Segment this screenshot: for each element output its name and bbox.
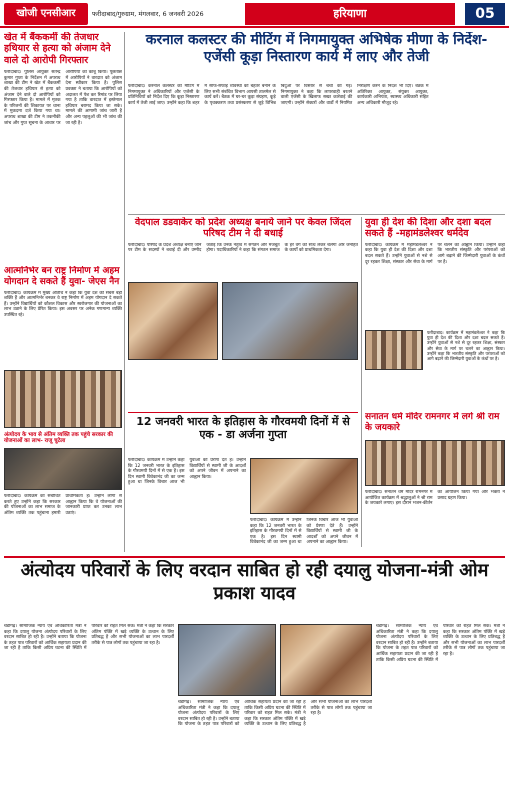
- story-vedpal-body: फरीदाबाद। परिषद के प्रदेश अध्यक्ष बनाए जाने पर टीम के सदस्यों ने बधाई दी और उम्मीद जताई कि उनके नेतृत्व में संगठन और मजबूत होगा। पदाधिकारियों ने कहा कि संगठन समाज के हर वर्ग को साथ लेकर चलेगा और जनहित के कार्यों को प्राथमिकता देगा।: [128, 242, 358, 254]
- yuva-photo-caption: फरीदाबाद। कार्यक्रम में महामंडलेश्वर ने कहा कि युवा ही देश की दिशा और दशा बदल सकते हैं। उन्होंने युवाओं से नशे से दूर रहकर शिक्षा, संस्कार और सेवा के मार्ग पर चलने का आह्वान किया। उन्होंने कहा कि भारतीय संस्कृति और परंपराओं को आगे बढ़ाने की जिम्मेदारी युवाओं के कंधों पर है।: [427, 330, 505, 362]
- story-bottom-body: चंडीगढ़। सामाजिक न्याय एवं अधिकारिता मंत्री ने कहा कि दयालु योजना अंत्योदय परिवारों के लिए वरदान साबित हो रही है। उन्होंने बताया कि योजना के तहत पात्र परिवारों को आर्थिक सहायता प्रदान की जा रही है ताकि किसी अप्रिय घटना की स्थिति में परिवार को राहत मिल सके। मंत्री ने कहा कि सरकार अंतिम पंक्ति में खड़े व्यक्ति के उत्थान के लिए प्रतिबद्ध है और सभी योजनाओं का लाभ पारदर्शी तरीके से पात्र लोगों तक पहुंचाया जा रहा है।: [4, 624, 174, 652]
- story-jan-body-cont: फरीदाबाद। कार्यक्रम में उन्होंने कहा कि 12 जनवरी भारत के इतिहास के गौरवमयी दिनों में से एक है। इस दिन स्वामी विवेकानंद जी का जन्म हुआ था जिनके विचार आज भी युवाओं को प्रेरणा देते हैं। उन्होंने विद्यार्थियों से स्वामी जी के आदर्शों को अपने जीवन में अपनाने का आह्वान किया।: [250, 518, 358, 546]
- story-main-headline: करनाल कलस्टर की मीटिंग में निगमायुक्त अभिषेक मीणा के निर्देश- एजेंसी कूड़ा निस्तारण कार्य में लाए और तेजी: [145, 32, 488, 65]
- story-left-top-headline: खेत में बैंककर्मी की तेजधार हथियार से हत्या को अंजाम देने वाले दो आरोपी गिरफ्तार: [4, 32, 111, 66]
- story-jan-body: फरीदाबाद। कार्यक्रम में उन्होंने कहा कि 12 जनवरी भारत के इतिहास के गौरवमयी दिनों में से एक है। इस दिन स्वामी विवेकानंद जी का जन्म हुआ था जिनके विचार आज भी युवाओं को प्रेरणा देते हैं। उन्होंने विद्यार्थियों से स्वामी जी के आदर्शों को अपने जीवन में अपनाने का आह्वान किया।: [128, 458, 246, 486]
- story-left-mid-body: फरीदाबाद। कार्यक्रम में मुख्य अतिथि ने कहा कि युवा देश की सबसे बड़ी शक्ति हैं और आत्मनिर्भर बनकर वे राष्ट्र निर्माण में अहम योगदान दे सकते हैं। उन्होंने विद्यार्थियों को कौशल विकास और स्वरोजगार की योजनाओं का लाभ उठाने के लिए प्रेरित किया। इस अवसर पर अनेक गणमान्य व्यक्ति उपस्थित रहे।: [4, 290, 122, 318]
- story-jan-headline: 12 जनवरी भारत के इतिहास के गौरवमयी दिनों में से एक - डा अर्जना गुप्ता: [136, 415, 350, 442]
- story-yuva-headline: युवा ही देश की दिशा और दशा बदल सकते हैं -महामंडलेश्वर धर्मदेव: [365, 217, 492, 240]
- story-left-top-body: फरीदाबाद। पुलिस आयुक्त सतेन्द्र कुमार गुप्ता के निर्देशन में अपराध शाखा की टीम ने खेत में बैंककर्मी की तेजधार हथियार से हत्या को अंजाम देने वाले दो आरोपियों को गिरफ्तार किया है। मामले में मृतक के परिजनों की शिकायत पर थाना में मुकदमा दर्ज किया गया था। अपराध शाखा की टीम ने तकनीकी जांच और गुप्त सूचना के आधार पर आरोपियों को काबू किया। पूछताछ में आरोपियों ने वारदात को अंजाम देना स्वीकार किया है। पुलिस प्रवक्ता ने बताया कि आरोपियों को अदालत में पेश कर रिमांड पर लिया गया है ताकि वारदात में इस्तेमाल हथियार बरामद किया जा सके। मामले की आगामी जांच जारी है और अन्य पहलुओं की भी जांच की जा रही है।: [4, 70, 122, 126]
- story-main: [128, 32, 505, 80]
- sanatan-event-photo: [365, 440, 505, 486]
- story-vedpal-headline: वेदपाल डडवाकेर को प्रदेश अध्यक्ष बनाये जाने पर केवल जिंदल परिषद टीम ने दी बधाई: [134, 217, 352, 240]
- vedpal-group-photo: [222, 282, 358, 360]
- left-photo-headline: अंत्योदय के भाव से अंतिम व्यक्ति तक पहुंचे सरकार की योजनाओं का लाभ- राजू चुटेला: [4, 432, 113, 445]
- left-meeting-photo: [4, 448, 122, 490]
- story-bottom-headline: अंत्योदय परिवारों के लिए वरदान साबित हो रही दयालु योजना-मंत्री ओम प्रकाश यादव: [20, 560, 489, 604]
- vedpal-event-photo: [128, 282, 218, 360]
- story-jan: [128, 415, 358, 455]
- story-sanatan-headline: सनातन धर्म मंदिर रामनगर में लगे श्री राम के जयकारे: [365, 412, 500, 433]
- story-bottom-body-right: चंडीगढ़। सामाजिक न्याय एवं अधिकारिता मंत्री ने कहा कि दयालु योजना अंत्योदय परिवारों के लिए वरदान साबित हो रही है। उन्होंने बताया कि योजना के तहत पात्र परिवारों को आर्थिक सहायता प्रदान की जा रही है ताकि किसी अप्रिय घटना की स्थिति में परिवार को राहत मिल सके। मंत्री ने कहा कि सरकार अंतिम पंक्ति में खड़े व्यक्ति के उत्थान के लिए प्रतिबद्ध है और सभी योजनाओं का लाभ पारदर्शी तरीके से पात्र लोगों तक पहुंचाया जा रहा है।: [376, 624, 505, 663]
- edition-line: फरीदाबाद/गुरुग्राम, मंगलवार, 6 जनवरी 2026: [92, 10, 204, 18]
- column-divider-right: [361, 217, 362, 547]
- story-bottom-body-mid: चंडीगढ़। सामाजिक न्याय एवं अधिकारिता मंत्री ने कहा कि दयालु योजना अंत्योदय परिवारों के लिए वरदान साबित हो रही है। उन्होंने बताया कि योजना के तहत पात्र परिवारों को आर्थिक सहायता प्रदान की जा रही है ताकि किसी अप्रिय घटना की स्थिति में परिवार को राहत मिल सके। मंत्री ने कहा कि सरकार अंतिम पंक्ति में खड़े व्यक्ति के उत्थान के लिए प्रतिबद्ध है और सभी योजनाओं का लाभ पारदर्शी तरीके से पात्र लोगों तक पहुंचाया जा रहा है।: [178, 700, 372, 728]
- story-left-top: [4, 32, 122, 262]
- page-number: 05: [465, 3, 505, 25]
- section-title: हरियाणा: [245, 3, 455, 25]
- jan-event-photo: [250, 458, 358, 514]
- divider-mid: [128, 214, 505, 215]
- story-sanatan-body: फरीदाबाद। सनातन धर्म मंदिर रामनगर में आयोजित कार्यक्रम में श्रद्धालुओं ने श्री राम के जयकारे लगाए। इस दौरान भजन-कीर्तन का आयोजन किया गया और भक्तों ने प्रसाद ग्रहण किया।: [365, 490, 505, 507]
- divider-bottom: [4, 556, 505, 558]
- bottom-minister-photo-2: [280, 624, 372, 696]
- page-header: [0, 0, 509, 28]
- divider-jan: [128, 412, 358, 413]
- story-bottom: [4, 560, 505, 620]
- story-main-body: फरीदाबाद। करनाल कलस्टर की मीटिंग में निगमायुक्त ने अधिकारियों और एजेंसी के प्रतिनिधियों को निर्देश दिए कि कूड़ा निस्तारण कार्य में तेजी लाई जाए। उन्होंने कहा कि शहर में साफ-सफाई व्यवस्था को बेहतर बनाने के लिए सभी संबंधित विभाग आपसी तालमेल से कार्य करें। बैठक में घर-घर कूड़ा संग्रहण, कूड़े के पृथक्करण तथा प्रसंस्करण से जुड़े विभिन्न बिंदुओं पर विस्तार से चर्चा की गई। निगमायुक्त ने कहा कि लापरवाही बरतने वाली एजेंसी के खिलाफ सख्त कार्रवाई की जाएगी। उन्होंने सेक्टरों और वार्डों में नियमित निरीक्षण करने के निर्देश भी दिए। बैठक में अतिरिक्त आयुक्त, संयुक्त आयुक्त, कार्यकारी अभियंता, स्वास्थ्य अधिकारी सहित अन्य अधिकारी मौजूद रहे।: [128, 84, 429, 106]
- story-left-mid-headline: आत्मनिर्भर बन राष्ट्र निर्माण में अहम योगदान दे सकते हैं युवा- जेएस नैन: [4, 266, 120, 287]
- left-photo-story-body: फरीदाबाद। कार्यक्रम को संबोधित करते हुए उन्होंने कहा कि सरकार की योजनाओं का लाभ समाज के अंतिम व्यक्ति तक पहुंचाना हमारी प्राथमिकता है। उन्होंने लोगों से आह्वान किया कि वे योजनाओं की जानकारी प्राप्त कर उनका लाभ उठाएं।: [4, 494, 122, 516]
- bottom-minister-photo-1: [178, 624, 276, 696]
- yuva-event-photo: [365, 330, 423, 370]
- story-yuva-body: फरीदाबाद। कार्यक्रम में महामंडलेश्वर ने कहा कि युवा ही देश की दिशा और दशा बदल सकते हैं। उन्होंने युवाओं से नशे से दूर रहकर शिक्षा, संस्कार और सेवा के मार्ग पर चलने का आह्वान किया। उन्होंने कहा कि भारतीय संस्कृति और परंपराओं को आगे बढ़ाने की जिम्मेदारी युवाओं के कंधों पर है।: [365, 242, 505, 265]
- column-divider-left: [124, 32, 125, 552]
- left-event-photo: [4, 370, 122, 428]
- masthead-logo: खोजी एनसीआर: [4, 3, 88, 25]
